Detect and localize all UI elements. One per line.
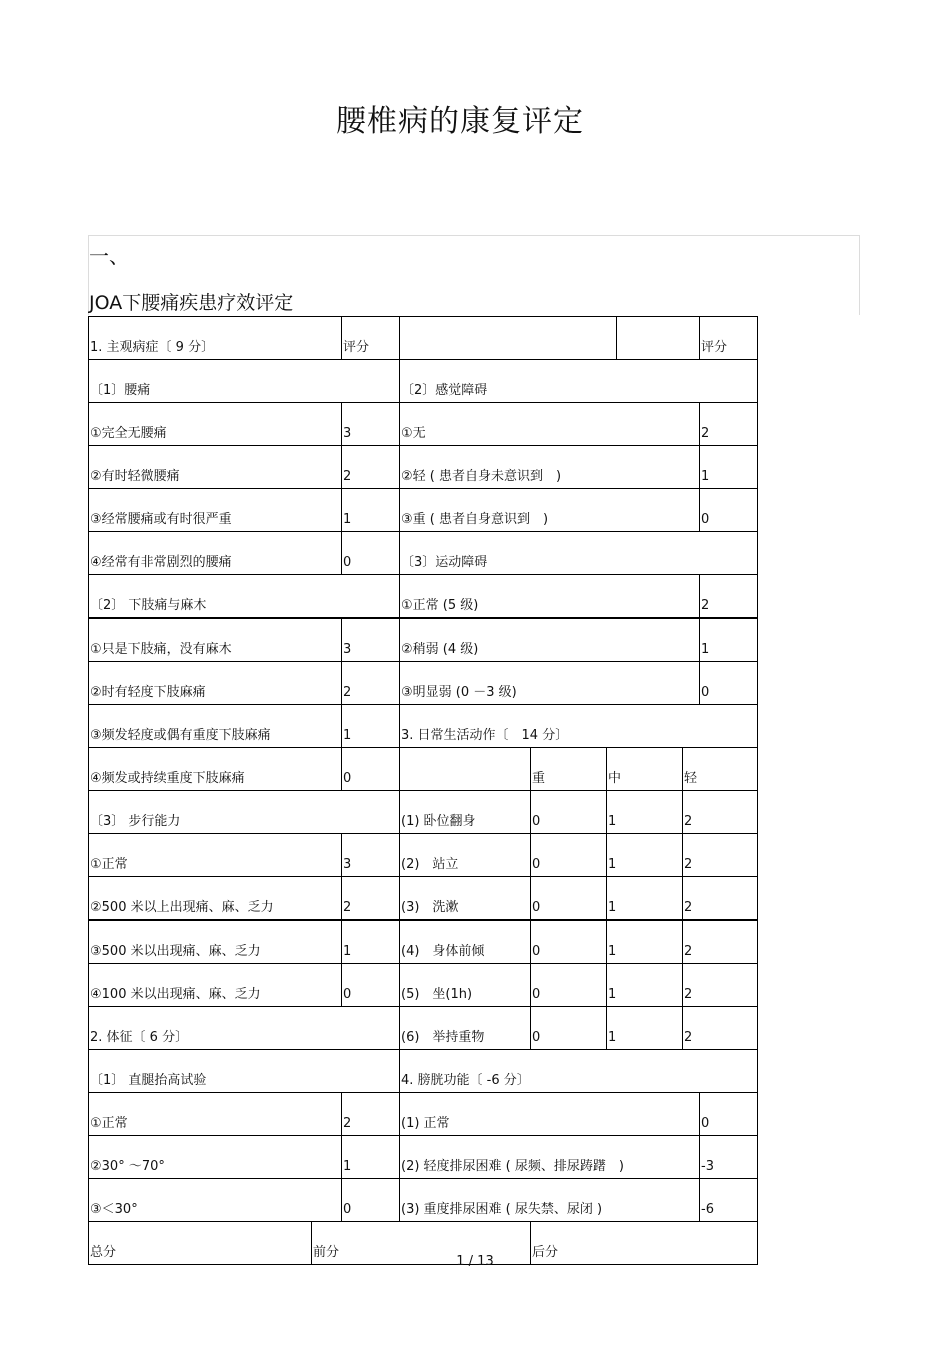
left-score-cell: 0 (342, 1179, 400, 1222)
right-item-cell: ①无 (400, 403, 700, 446)
right-item-cell: (1) 正常 (400, 1093, 700, 1136)
adl-medium-cell: 1 (607, 791, 683, 834)
left-item-cell: 2. 体征〔 6 分〕 (89, 1007, 400, 1050)
left-score-cell: 3 (342, 834, 400, 877)
left-item-cell: ③经常腰痛或有时很严重 (89, 489, 342, 532)
right-score-cell: 2 (700, 575, 758, 619)
right-item-cell: 〔3〕运动障碍 (400, 532, 758, 575)
adl-medium-header: 中 (607, 748, 683, 791)
left-score-cell: 2 (342, 662, 400, 705)
left-score-cell: 0 (342, 532, 400, 575)
section-number: 一、 (89, 244, 129, 268)
left-score-cell: 2 (342, 877, 400, 921)
adl-header-row (89, 748, 758, 791)
bladder-row (89, 1050, 758, 1093)
adl-item-cell: (2) 站立 (400, 834, 531, 877)
table-row (89, 575, 758, 619)
right-score-cell: 0 (700, 1093, 758, 1136)
table-row (89, 403, 758, 446)
adl-medium-cell: 1 (607, 964, 683, 1007)
adl-item-row (89, 1007, 758, 1050)
adl-item-cell: (5) 坐(1h) (400, 964, 531, 1007)
left-item-cell: ①完全无腰痛 (89, 403, 342, 446)
left-score-cell: 1 (342, 705, 400, 748)
left-item-cell: ④频发或持续重度下肢麻痛 (89, 748, 342, 791)
adl-heavy-cell: 0 (531, 920, 607, 964)
after-score-cell: 后分 (531, 1222, 758, 1265)
table-row (89, 618, 758, 662)
page-number: 1 / 13 (456, 1254, 494, 1269)
left-score-cell: 2 (342, 1093, 400, 1136)
adl-medium-cell: 1 (607, 834, 683, 877)
left-item-cell: ③500 米以出现痛、麻、乏力 (89, 920, 342, 964)
adl-light-cell: 2 (683, 877, 758, 921)
cell-right-score-header: 评分 (700, 317, 758, 360)
adl-item-cell: (1) 卧位翻身 (400, 791, 531, 834)
left-score-cell: 0 (342, 748, 400, 791)
adl-light-cell: 2 (683, 964, 758, 1007)
adl-light-cell: 2 (683, 834, 758, 877)
section-title: JOA下腰痛疾患疗效评定 (89, 292, 294, 314)
left-score-cell: 1 (342, 489, 400, 532)
table-header-row (89, 317, 758, 360)
adl-medium-cell: 1 (607, 877, 683, 921)
right-score-cell: 2 (700, 403, 758, 446)
left-score-cell: 3 (342, 403, 400, 446)
left-item-cell: 〔3〕 步行能力 (89, 791, 400, 834)
left-item-cell: 〔2〕 下肢痛与麻木 (89, 575, 400, 619)
adl-item-row (89, 834, 758, 877)
right-item-cell: ①正常 (5 级) (400, 575, 700, 619)
right-item-cell: 4. 膀胱功能〔 -6 分〕 (400, 1050, 758, 1093)
left-item-cell: ③＜30° (89, 1179, 342, 1222)
adl-title-cell: 3. 日常生活动作〔 14 分〕 (400, 705, 758, 748)
right-score-cell: 1 (700, 618, 758, 662)
left-item-cell: ①只是下肢痛，没有麻木 (89, 618, 342, 662)
adl-medium-cell: 1 (607, 920, 683, 964)
bladder-row (89, 1136, 758, 1179)
adl-item-row (89, 877, 758, 921)
joa-score-table (88, 316, 758, 1265)
left-item-cell: ④经常有非常剧烈的腰痛 (89, 532, 342, 575)
left-score-cell: 1 (342, 1136, 400, 1179)
left-item-cell: ②30° ～70° (89, 1136, 342, 1179)
left-item-cell: 〔1〕腰痛 (89, 360, 400, 403)
adl-item-row (89, 920, 758, 964)
table-row (89, 662, 758, 705)
adl-heavy-cell: 0 (531, 877, 607, 921)
adl-light-cell: 2 (683, 1007, 758, 1050)
right-item-cell: ②轻 ( 患者自身未意识到 ) (400, 446, 700, 489)
table-row (89, 532, 758, 575)
table-row (89, 446, 758, 489)
left-item-cell: 〔1〕 直腿抬高试验 (89, 1050, 400, 1093)
cell-left-score-header: 评分 (342, 317, 400, 360)
right-item-cell: (2) 轻度排尿困难 ( 尿频、排尿踌躇 ) (400, 1136, 700, 1179)
right-item-cell: ②稍弱 (4 级) (400, 618, 700, 662)
left-score-cell: 2 (342, 446, 400, 489)
left-score-cell: 3 (342, 618, 400, 662)
right-item-cell: 〔2〕感觉障碍 (400, 360, 758, 403)
left-item-cell: ②有时轻微腰痛 (89, 446, 342, 489)
total-cell: 总分 (89, 1222, 312, 1265)
left-item-cell: ①正常 (89, 834, 342, 877)
bladder-row (89, 1179, 758, 1222)
adl-heavy-cell: 0 (531, 964, 607, 1007)
adl-title-row (89, 705, 758, 748)
adl-item-cell: (4) 身体前倾 (400, 920, 531, 964)
right-score-cell: 0 (700, 489, 758, 532)
cell-empty (617, 317, 700, 360)
adl-light-cell: 2 (683, 791, 758, 834)
adl-item-cell: (3) 洗漱 (400, 877, 531, 921)
before-score-cell: 前分 (312, 1222, 531, 1265)
adl-heavy-cell: 0 (531, 834, 607, 877)
adl-heavy-header: 重 (531, 748, 607, 791)
adl-heavy-cell: 0 (531, 791, 607, 834)
left-item-cell: ②时有轻度下肢麻痛 (89, 662, 342, 705)
cell-left-title: 1. 主观病症〔 9 分〕 (89, 317, 342, 360)
left-item-cell: ④100 米以出现痛、麻、乏力 (89, 964, 342, 1007)
right-score-cell: -3 (700, 1136, 758, 1179)
adl-item-row (89, 964, 758, 1007)
adl-medium-cell: 1 (607, 1007, 683, 1050)
adl-light-header: 轻 (683, 748, 758, 791)
left-item-cell: ①正常 (89, 1093, 342, 1136)
cell-empty (400, 317, 617, 360)
document-title: 腰椎病的康复评定 (336, 104, 584, 139)
section-header (88, 235, 860, 315)
left-score-cell: 0 (342, 964, 400, 1007)
adl-item-header-cell (400, 748, 531, 791)
right-score-cell: 0 (700, 662, 758, 705)
adl-item-cell: (6) 举持重物 (400, 1007, 531, 1050)
table-row (89, 360, 758, 403)
left-item-cell: ③频发轻度或偶有重度下肢麻痛 (89, 705, 342, 748)
adl-heavy-cell: 0 (531, 1007, 607, 1050)
adl-item-row (89, 791, 758, 834)
left-score-cell: 1 (342, 920, 400, 964)
adl-light-cell: 2 (683, 920, 758, 964)
right-score-cell: 1 (700, 446, 758, 489)
right-item-cell: (3) 重度排尿困难 ( 尿失禁、尿闭 ) (400, 1179, 700, 1222)
left-item-cell: ②500 米以上出现痛、麻、乏力 (89, 877, 342, 921)
right-item-cell: ③重 ( 患者自身意识到 ) (400, 489, 700, 532)
bladder-row (89, 1093, 758, 1136)
right-item-cell: ③明显弱 (0 －3 级) (400, 662, 700, 705)
right-score-cell: -6 (700, 1179, 758, 1222)
table-row (89, 489, 758, 532)
